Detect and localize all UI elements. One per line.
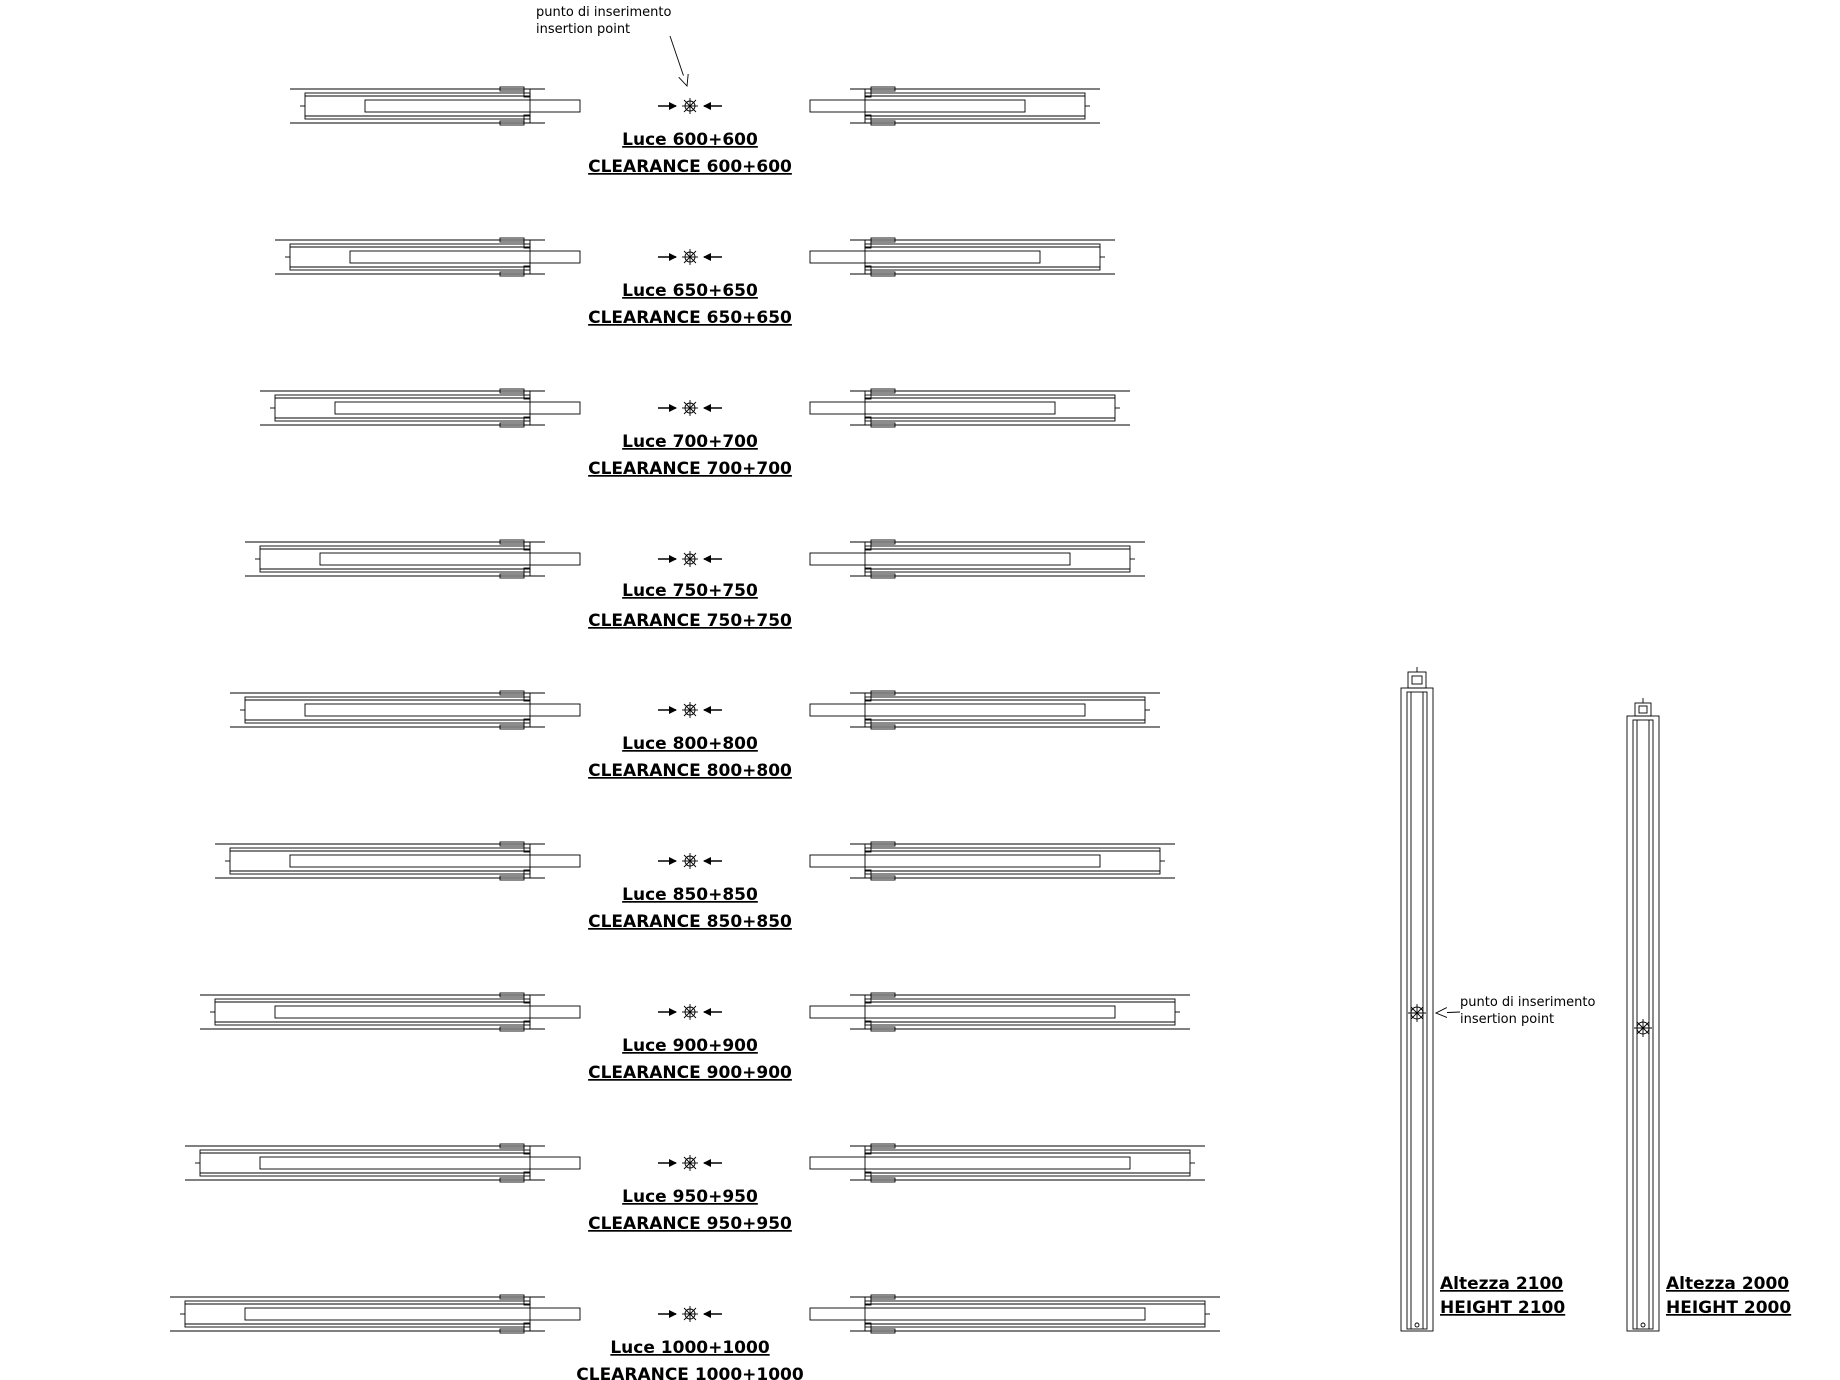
- insertion-point-icon: [682, 98, 698, 114]
- insertion-point-icon: [682, 1155, 698, 1171]
- insertion-point-marker: [658, 551, 722, 567]
- clearance-label-900: CLEARANCE 900+900: [588, 1063, 792, 1083]
- sliding-leaf-right: [810, 389, 1130, 427]
- insertion-point-marker: [658, 702, 722, 718]
- luce-label-650: Luce 650+650: [622, 281, 758, 301]
- insertion-point-icon: [682, 1306, 698, 1322]
- clearance-label-750: CLEARANCE 750+750: [588, 611, 792, 631]
- insertion-point-marker: [658, 400, 722, 416]
- clearance-label-700: CLEARANCE 700+700: [588, 459, 792, 479]
- size-labels: [576, 130, 804, 1380]
- clearance-label-950: CLEARANCE 950+950: [588, 1214, 792, 1234]
- sliding-leaf-left: [185, 1144, 580, 1182]
- luce-label-850: Luce 850+850: [622, 885, 758, 905]
- section-2000: [1627, 698, 1791, 1331]
- luce-label-950: Luce 950+950: [622, 1187, 758, 1207]
- sliding-leaf-left: [290, 87, 580, 125]
- sliding-leaf-right: [810, 87, 1100, 125]
- luce-label-800: Luce 800+800: [622, 734, 758, 754]
- sliding-leaf-left: [245, 540, 580, 578]
- sliding-leaf-right: [810, 993, 1190, 1031]
- insertion-note-it: punto di inserimento: [536, 5, 672, 20]
- sliding-leaf-left: [200, 993, 580, 1031]
- altezza-label-2100: Altezza 2100: [1440, 1274, 1564, 1294]
- clearance-label-800: CLEARANCE 800+800: [588, 761, 792, 781]
- insertion-point-marker: [658, 249, 722, 265]
- clearance-label-850: CLEARANCE 850+850: [588, 912, 792, 932]
- sliding-leaf-right: [810, 1295, 1220, 1333]
- clearance-label-1000: CLEARANCE 1000+1000: [576, 1365, 804, 1380]
- luce-label-900: Luce 900+900: [622, 1036, 758, 1056]
- altezza-label-2000: Altezza 2000: [1666, 1274, 1790, 1294]
- insertion-point-icon: [682, 551, 698, 567]
- sliding-leaf-left: [230, 691, 580, 729]
- sliding-leaf-right: [810, 691, 1160, 729]
- insertion-point-icon: [682, 702, 698, 718]
- sliding-leaf-right: [810, 238, 1115, 276]
- sliding-leaf-left: [170, 1295, 580, 1333]
- sliding-leaf-left: [215, 842, 580, 880]
- insertion-point-marker: [658, 853, 722, 869]
- clearance-label-650: CLEARANCE 650+650: [588, 308, 792, 328]
- sliding-leaf-left: [275, 238, 580, 276]
- section-insertion-note-it: punto di inserimento: [1460, 995, 1596, 1010]
- insertion-note-en: insertion point: [536, 22, 631, 37]
- door-plan-views: [170, 87, 1220, 1333]
- luce-label-750: Luce 750+750: [622, 581, 758, 601]
- insertion-point-icon: [682, 853, 698, 869]
- height-label-2000: HEIGHT 2000: [1666, 1298, 1792, 1318]
- insertion-point-icon: [682, 1004, 698, 1020]
- insertion-point-marker: [658, 1004, 722, 1020]
- insertion-point-icon: [682, 400, 698, 416]
- luce-label-700: Luce 700+700: [622, 432, 758, 452]
- sliding-leaf-right: [810, 842, 1175, 880]
- section-insertion-note-en: insertion point: [1460, 1012, 1555, 1027]
- luce-label-600: Luce 600+600: [622, 130, 758, 150]
- insertion-point-marker: [658, 98, 722, 114]
- clearance-label-600: CLEARANCE 600+600: [588, 157, 792, 177]
- sliding-leaf-right: [810, 1144, 1205, 1182]
- insertion-point-marker: [658, 1306, 722, 1322]
- sliding-leaf-left: [260, 389, 580, 427]
- sliding-leaf-right: [810, 540, 1145, 578]
- insertion-point-icon: [682, 249, 698, 265]
- top-insertion-callout: [536, 5, 687, 86]
- insertion-point-marker: [658, 1155, 722, 1171]
- height-label-2100: HEIGHT 2100: [1440, 1298, 1566, 1318]
- luce-label-1000: Luce 1000+1000: [610, 1338, 770, 1358]
- section-2100: [1401, 667, 1595, 1331]
